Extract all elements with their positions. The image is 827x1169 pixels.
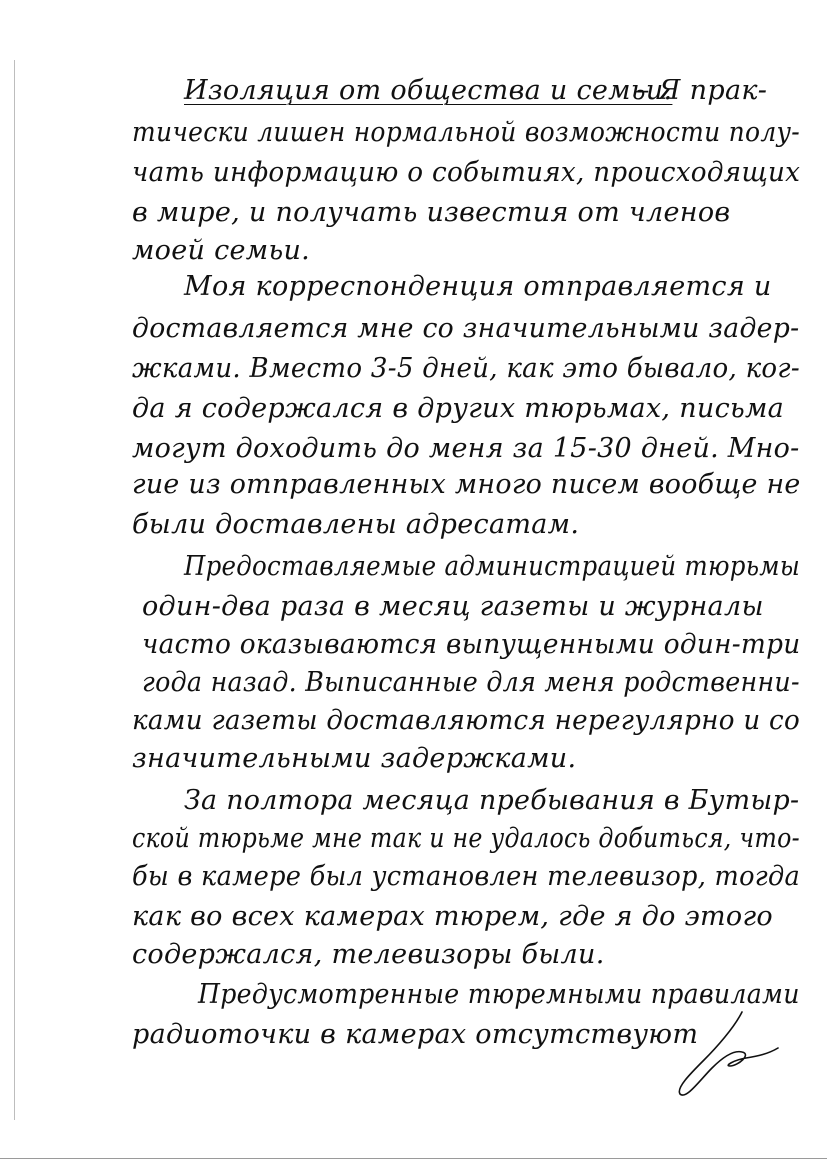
line-7-text: доставляется мне со значительными задер- <box>132 313 800 344</box>
line-3-text: чать информацию о событиях, происходящих <box>132 157 801 188</box>
line-25-text: радиоточки в камерах отсутствуют <box>132 1019 699 1050</box>
line-8-text: жками. Вместо 3-5 дней, как это бывало, ког- <box>132 353 800 384</box>
line-18-text: значительными задержками. <box>132 743 577 774</box>
line-13-text: Предоставляемые администрацией тюрьмы <box>184 551 801 582</box>
line-9-text: да я содержался в других тюрьмах, письма <box>132 393 785 424</box>
line-1-text: – Я прак- <box>636 75 768 106</box>
line-15-text: часто оказываются выпущенными один-три <box>142 629 801 660</box>
line-19-text: За полтора месяца пребывания в Бутыр- <box>184 785 800 816</box>
line-16-text: года назад. Выписанные для меня родственни- <box>142 667 800 698</box>
line-2-text: тически лишен нормальной возможности полу- <box>132 117 801 148</box>
signature-icon <box>672 1008 782 1098</box>
line-12-text: были доставлены адресатам. <box>132 509 580 540</box>
line-14-text: один-два раза в месяц газеты и журналы <box>142 591 764 622</box>
line-17-text: ками газеты доставляются нерегулярно и со <box>132 705 801 736</box>
line-20-text: ской тюрьме мне так и не удалось добиться, что- <box>132 823 800 854</box>
line-21-text: бы в камере был установлен телевизор, тогда <box>132 861 801 892</box>
scan-bottom-edge-line <box>0 1158 827 1159</box>
line-23-text: содержался, телевизоры были. <box>132 939 605 970</box>
line-24-text: Предусмотренные тюремными правилами <box>198 979 800 1010</box>
heading: Изоляция от общества и семьи. <box>184 75 673 106</box>
line-11-text: гие из отправленных много писем вообще не <box>132 469 801 500</box>
scan-left-edge-line <box>14 60 15 1120</box>
line-4-text: в мире, и получать известия от членов <box>132 197 731 228</box>
line-5-text: моей семьи. <box>132 235 311 266</box>
line-22-text: как во всех камерах тюрем, где я до этого <box>132 901 773 932</box>
line-6-text: Моя корреспонденция отправляется и <box>184 271 772 302</box>
line-10-text: могут доходить до меня за 15-30 дней. Мно- <box>132 433 800 464</box>
